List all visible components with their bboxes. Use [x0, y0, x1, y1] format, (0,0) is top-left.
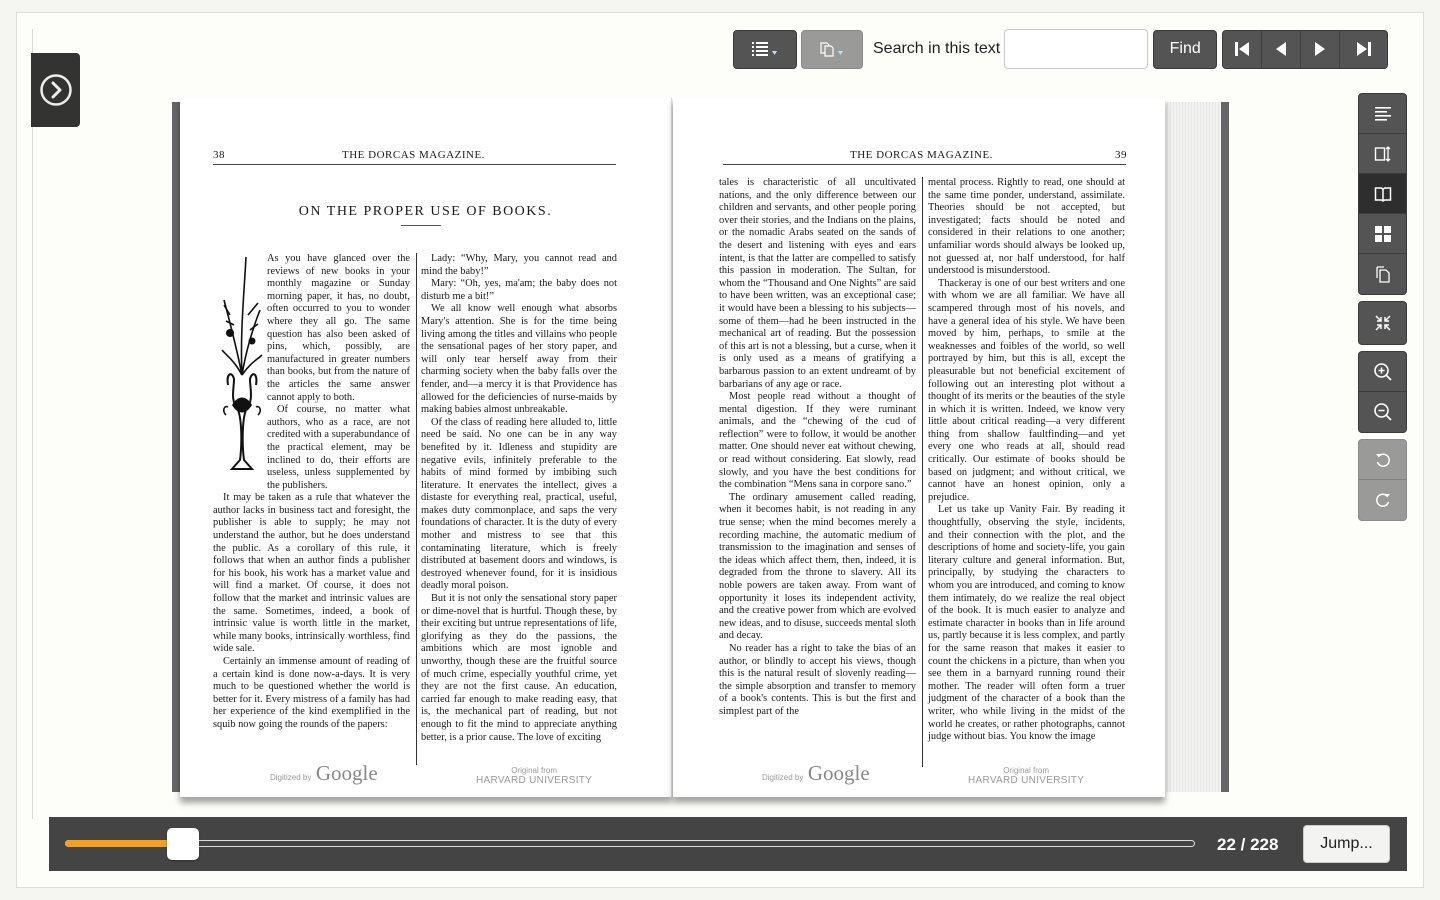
last-page-button[interactable] [1340, 31, 1387, 68]
right-page-column-1: tales is characteristic of all uncultivated nations, and the only difference between our children and servants, and other people poring over their stories, and the Indians on the plains, or the nomadic Arabs seated on the sands of the desert and listening with eyes and ears intent, is that the latter are compelled to satisfy this passion in moderation. The Sultan, for whom the “Thousand and One Nights” are said to have been written, was an exceptional case; it would have been a blessing to his subjects—some of them—had he been instructed in the mechanical art of reading. But the possession of this art is not a blessing, but a curse, when it is only used as a means of gratifying a barbarous passion to an extent undreamt of by barbarians of any age or race. Most people read without a thought of mental digestion. If they were ruminant animals, and the “chewing of the cud of reflection” were to follow, it would be another matter. One should never eat without chewing, or read without considering. Eat slowly, read slowly, and you have the best conditions for the combination “Mens sana in corpore sano.” The ordinary amusement called reading, when it becomes habit, is not reading in any true sense; when the mind becomes merely a recording machine, the automatic medium of transmission to the imagination and senses of the ideas which affect them, then, indeed, it is degraded from the throne to slavery. All its noble powers are taken away. From want of opportunity it loses its independent activity, and the creative power from which are evolved new ideas, and to disuse, succeeds mental sloth and decay. No reader has a right to take the bias of an author, or blindly to accept his views, though this is the natural result of slovenly reading—the simple absorption and transfer to memory of a book's contents. This is but the first and simplest part of the [719, 177, 916, 717]
fullscreen-group [1358, 301, 1407, 345]
last-page-icon [1355, 41, 1373, 57]
rotate-group [1358, 439, 1407, 521]
first-page-button[interactable] [1223, 31, 1262, 68]
rotate-right-button[interactable] [1359, 480, 1406, 520]
page-slider-handle[interactable] [167, 828, 199, 860]
source-watermark: Original from HARVARD UNIVERSITY [476, 766, 593, 786]
google-watermark: Digitized by Google [270, 761, 378, 785]
running-head: THE DORCAS MAGAZINE. [342, 149, 485, 161]
google-watermark: Digitized by Google [762, 761, 870, 785]
copy-pages-icon [817, 40, 847, 58]
page-stack-edge [1165, 102, 1222, 792]
search-label: Search in this text [873, 40, 1001, 57]
running-head: THE DORCAS MAGAZINE. [850, 149, 993, 161]
two-page-book-icon [1374, 186, 1392, 202]
zoom-in-button[interactable] [1359, 352, 1406, 392]
rotate-left-icon [1374, 451, 1392, 469]
zoom-in-icon [1373, 362, 1393, 382]
left-page-column-2: Lady: “Why, Mary, you cannot read and mind the baby!” Mary: “Oh, yes, ma'am; the baby does not disturb me a bit!” We all know well enough what absorbs Mary's attention. She is for the time being living among the titles and villains who people the sensational pages of her story paper, and will only tear herself away from their charming society when the baby falls over the fender, and—a mercy it is that Providence has allowed for the deficiencies of nurse-maids by making babies almost unbreakable. Of the class of reading here alluded to, little need be said. No one can be in any way benefited by it. Idleness and stupidity are negative evils, infinitely preferable to the habits of mind formed by imbibing such literature. It enervates the intellect, gives a distaste for everything real, practical, useful, makes duty commonplace, and saps the very foundations of character. It is the duty of every mother and mistress to see that this contaminating literature, which is freely distributed at basement doors and windows, is destroyed whenever found, for it is insidious deadly moral poison. But it is not only the sensational story paper or dime-novel that is hurtful. Though these, by their exciting but untrue representations of life, glorifying as they do the passions, the ambitions which are most ignoble and unworthy, though these are the fruitful source of much crime, especially youthful crime, yet they are not the first cause. An education, carried far enough to make reading easy, that is, the mechanical part of reading, but not enough to fit the mind to appreciate anything better, is a prior cause. The love of exciting [421, 253, 617, 743]
copy-button[interactable] [1359, 254, 1406, 294]
header-rule [213, 164, 616, 165]
thumbnail-view-button[interactable] [1359, 214, 1406, 254]
prev-page-icon [1274, 41, 1288, 57]
book-right-edge [1221, 102, 1229, 792]
next-page-button[interactable] [1301, 31, 1340, 68]
rotate-left-button[interactable] [1359, 440, 1406, 480]
search-input[interactable] [1004, 29, 1148, 69]
two-page-view-button[interactable] [1359, 174, 1406, 214]
previous-page-button[interactable] [1262, 31, 1301, 68]
page-navigation [1222, 30, 1388, 69]
one-page-view-button[interactable] [1359, 134, 1406, 174]
copy-icon [1374, 265, 1392, 283]
text-view-button[interactable] [1359, 94, 1406, 134]
header-rule [723, 164, 1126, 165]
bottom-navbar [49, 817, 1407, 871]
view-sidebar [1358, 93, 1407, 527]
zoom-out-icon [1373, 402, 1393, 422]
column-divider [416, 253, 417, 765]
source-watermark: Original from HARVARD UNIVERSITY [968, 766, 1085, 786]
right-page-column-2: mental process. Rightly to read, one should at the same time ponder, understand, assimilate. Theories should be not accepted, but investigated; facts should be noted and considered in their relations to one another; unfamiliar words should always be looked up, not guessed at, nor half understood, for half understood is misunderstood. Thackeray is one of our best writers and one with whom we are all familiar. We have all scampered through most of his novels, and have a general idea of his style. We have been moved by him, perhaps, to smile at the weaknesses and foibles of the world, so well portrayed by him, but this is all, except the pleasurable but not beneficial excitement of following out an interesting plot without a thought of its merits or the beauties of the style in which it is written. Indeed, we know very little about critical reading—a very different thing from shallow faultfinding—and yet every one who reads at all, should read critically. Our estimate of books should be based on judgment; and without critical, we cannot have an honest opinion, only a prejudice. Let us take up Vanity Fair. By reading it thoughtfully, observing the style, incidents, and their connection with the plot, and the descriptions of home and society-life, you gain literary culture and general information. But, principally, by studying the characters to whom you are introduced, and coming to know them intimately, do we realize the real object of the book. It is much easier to analyze and estimate character in books than in life around us, partly because it is less complex, and partly for the same reason that makes it easier to count the chickens in a picture, than when you see them in a barnyard running round their mother. The reader will often form a truer judgment of the character of a book than the writer, who while living in the midst of the world he creates, or rather photographs, cannot judge without bias. You know the image [928, 177, 1125, 743]
divider [32, 29, 33, 819]
one-page-icon [1374, 146, 1392, 162]
book-viewer [172, 97, 1229, 797]
toggle-navigation-button[interactable] [31, 53, 80, 127]
article-title: ON THE PROPER USE OF BOOKS. [298, 204, 553, 219]
page-slider-track[interactable] [65, 840, 1195, 847]
first-page-icon [1233, 41, 1251, 57]
find-button[interactable]: Find [1153, 30, 1217, 69]
page-number: 39 [1115, 149, 1127, 161]
table-of-contents-button[interactable] [733, 30, 797, 69]
jump-button[interactable]: Jump... [1303, 825, 1390, 863]
page-counter: 22 / 228 [1217, 835, 1279, 854]
column-divider [922, 177, 923, 767]
title-rule [401, 225, 441, 226]
top-toolbar [733, 29, 1388, 69]
zoom-out-button[interactable] [1359, 392, 1406, 432]
page-slider-progress [65, 840, 183, 847]
exit-fullscreen-button[interactable] [1359, 302, 1406, 344]
thumbnail-grid-icon [1374, 226, 1392, 242]
zoom-group [1358, 351, 1407, 433]
list-icon [750, 40, 780, 58]
exit-fullscreen-icon [1374, 314, 1392, 332]
left-page[interactable] [180, 97, 672, 797]
view-mode-group [1358, 93, 1407, 295]
next-page-icon [1313, 41, 1327, 57]
page-number: 38 [213, 149, 225, 161]
rotate-right-icon [1374, 491, 1392, 509]
left-page-column-1: As you have glanced over the reviews of new books in your monthly magazine or Sunday morning paper, it has, no doubt, often occurred to you to wonder where they all go. The same question has also been asked of pins, which, possibly, are manufactured in greater numbers than books, but from the nature of the articles the same answer cannot apply to both. Of course, no matter what authors, who as a race, are not credited with a superabundance of the practical element, may be inclined to do, their efforts are useless, unless supplemented by the publishers. It may be taken as a rule that whatever the author lacks in business tact and foresight, the publisher is able to supply; he may not understand the author, but he does understand the public. As a corollary of this rule, it follows that when an author finds a publisher for his book, his work has a market value and will find a market. Of course, it does not follow that the market and intrinsic values are the same. Sometimes, indeed, a book of intrinsic value is worth little in the market, while many books, intrinsically worthless, find wide sale. Certainly an immense amount of reading of a certain kind is done now-a-days. It is very much to be questioned whether the world is better for it. Every mistress of a family has had her experience of the kind exemplified in the squib now going the rounds of the papers: [213, 253, 410, 730]
text-view-icon [1374, 106, 1392, 122]
chevron-right-circle-icon [39, 73, 73, 107]
right-page[interactable] [673, 97, 1165, 797]
share-menu-button[interactable] [801, 30, 863, 69]
book-left-edge [172, 102, 180, 792]
